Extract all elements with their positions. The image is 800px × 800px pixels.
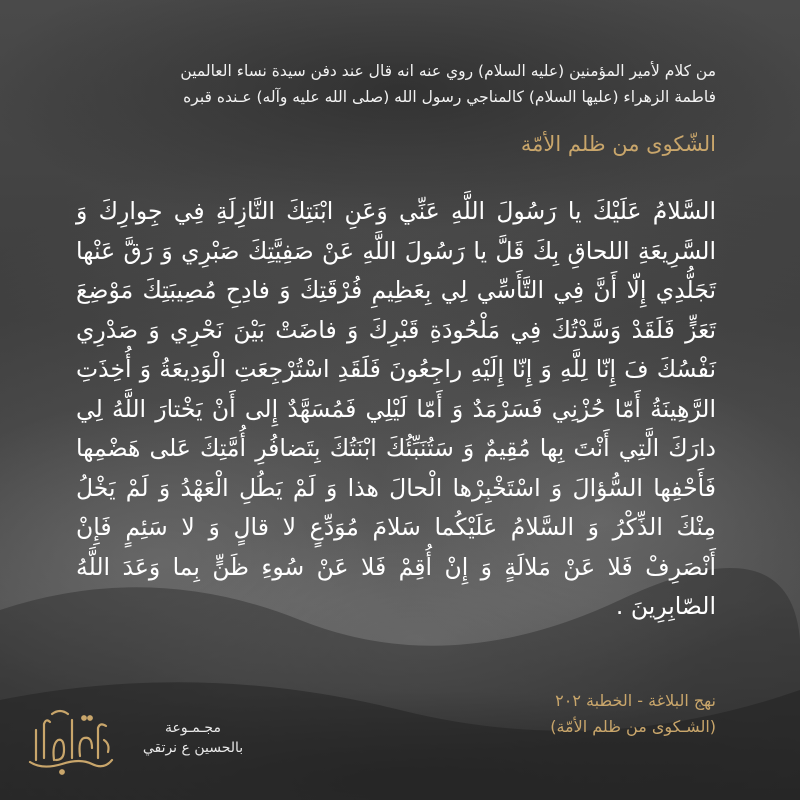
sermon-title: الشّكوى من ظلم الأمّة <box>520 132 716 156</box>
source-citation <box>316 688 716 740</box>
intro-line-2: فاطمة الزهراء (عليها السلام) كالمناجي رسول الله (صلى الله عليه وآله) عـنده قبره <box>183 88 716 106</box>
intro-line-1: من كلام لأمير المؤمنين (عليه السلام) روي عنه انه قال عند دفن سيدة نساء العالمين <box>180 62 716 80</box>
calligraphy-logo-icon <box>22 700 118 780</box>
source-line-1: نهج البلاغة - الخطبة ٢٠٢ <box>555 691 716 710</box>
intro-text <box>76 58 716 110</box>
credit-line-1: مجـمـوعة <box>165 720 221 736</box>
group-credit <box>128 718 258 758</box>
sermon-body: السَّلامُ عَلَيْكَ يا رَسُولَ اللَّهِ عَنِّي وَعَنِ ابْنَتِكَ النَّازِلَةِ فِي جِوارِكَ وَ السَّرِيعَةِ اللحاقِ بِكَ قَلَّ يا رَسُولَ اللَّهِ عَنْ صَفِيَّتِكَ صَبْرِي وَ رَقَّ عَنْها تَجَلُّدِي إِلّا أَنَّ فِي التَّأَسِّي لِي بِعَظِيمِ فُرْقَتِكَ وَ فادِحِ مُصِيبَتِكَ مَوْضِعَ تَعَزٍّ فَلَقَدْ وَسَّدْتُكَ فِي مَلْحُودَةِ قَبْرِكَ وَ فاضَتْ بَيْنَ نَحْرِي وَ صَدْرِي نَفْسُكَ فَ إِنّا لِلَّهِ وَ إِنّا إِلَيْهِ راجِعُونَ فَلَقَدِ اسْتُرْجِعَتِ الْوَدِيعَةُ وَ أُخِذَتِ الرَّهِينَةُ أَمّا حُزْنِي فَسَرْمَدٌ وَ أَمّا لَيْلِي فَمُسَهَّدٌ إِلى أَنْ يَخْتارَ اللَّهُ لِي دارَكَ الَّتِي أَنْتَ بِها مُقِيمٌ وَ سَتُنَبِّئُكَ ابْنَتُكَ بِتَضافُرِ أُمَّتِكَ عَلى هَضْمِها فَأَحْفِها السُّؤالَ وَ اسْتَخْبِرْها الْحالَ هذا وَ لَمْ يَطُلِ الْعَهْدُ وَ لَمْ يَخْلُ مِنْكَ الذِّكْرُ وَ السَّلامُ عَلَيْكُما سَلامَ مُوَدِّعٍ لا قالٍ وَ لا سَئِمٍ فَإِنْ أَنْصَرِفْ فَلا عَنْ مَلالَةٍ وَ إِنْ أُقِمْ فَلا عَنْ سُوءِ ظَنٍّ بِما وَعَدَ اللَّهُ الصّابِرِينَ . <box>76 197 716 620</box>
credit-line-2: بالحسين ع نرتقي <box>142 740 244 756</box>
source-line-2: (الشـكوى من ظلم الأمّة) <box>550 717 716 736</box>
